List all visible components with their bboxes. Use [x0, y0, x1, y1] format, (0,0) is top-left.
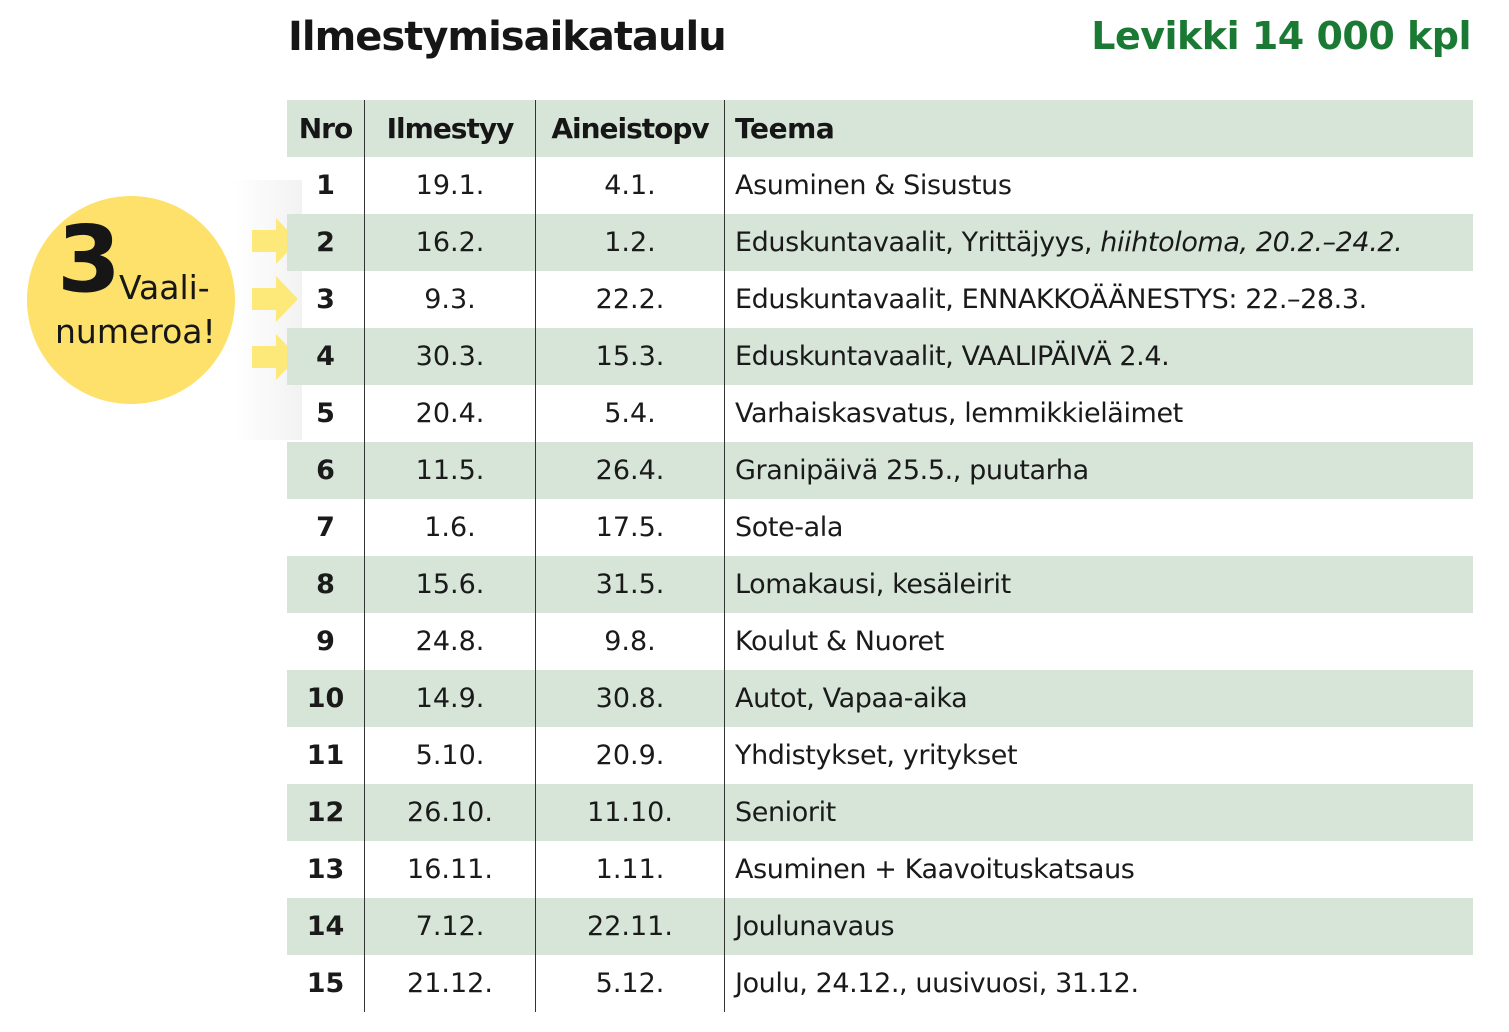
cell-ilmestyy: 21.12.: [365, 955, 536, 1012]
cell-teema-italic: hiihtoloma, 20.2.–24.2.: [1100, 227, 1403, 258]
cell-aineistopv: 30.8.: [536, 670, 725, 727]
cell-ilmestyy: 5.10.: [365, 727, 536, 784]
table-row: [287, 841, 1473, 898]
cell-aineistopv: 20.9.: [536, 727, 725, 784]
table-row: [287, 271, 1473, 328]
cell-nro: 7: [316, 512, 335, 543]
cell-nro: 14: [287, 898, 365, 955]
cell-ilmestyy: 30.3.: [365, 328, 536, 385]
badge-text-line1: Vaali-: [119, 268, 210, 307]
table-row: [287, 157, 1473, 214]
cell-nro: 10: [287, 670, 365, 727]
cell-teema: Asuminen + Kaavoituskatsaus: [725, 841, 1474, 898]
column-header-aineistopv: Aineistopv: [536, 100, 725, 157]
cell-ilmestyy: 16.2.: [365, 214, 536, 271]
cell-teema: Yhdistykset, yritykset: [725, 727, 1474, 784]
cell-teema: Koulut & Nuoret: [725, 613, 1474, 670]
election-issues-badge: [27, 196, 235, 404]
table-row: [287, 328, 1473, 385]
cell-ilmestyy: 14.9.: [365, 670, 536, 727]
cell-ilmestyy: 15.6.: [365, 556, 536, 613]
table-row: [287, 784, 1473, 841]
cell-ilmestyy: 11.5.: [365, 442, 536, 499]
cell-ilmestyy: 20.4.: [365, 385, 536, 442]
cell-nro: 13: [306, 854, 345, 885]
cell-nro: 12: [287, 784, 365, 841]
cell-teema: Lomakausi, kesäleirit: [725, 556, 1474, 613]
schedule-table: [287, 100, 1473, 1012]
column-header-teema: Teema: [725, 100, 1474, 157]
cell-ilmestyy: 24.8.: [365, 613, 536, 670]
cell-aineistopv: 5.4.: [536, 385, 725, 442]
cell-ilmestyy: 7.12.: [365, 898, 536, 955]
cell-teema: Autot, Vapaa-aika: [725, 670, 1474, 727]
cell-teema-text: Eduskuntavaalit, Yrittäjyys,: [735, 227, 1101, 258]
column-header-nro: Nro: [287, 100, 365, 157]
circulation-label: Levikki 14 000 kpl: [1091, 14, 1471, 58]
cell-aineistopv: 5.12.: [536, 955, 725, 1012]
cell-nro: 6: [287, 442, 365, 499]
cell-ilmestyy: 1.6.: [365, 499, 536, 556]
table-header-row: [287, 100, 1473, 157]
cell-nro: 4: [287, 328, 365, 385]
cell-aineistopv: 31.5.: [536, 556, 725, 613]
cell-ilmestyy: 26.10.: [365, 784, 536, 841]
cell-aineistopv: 15.3.: [536, 328, 725, 385]
cell-aineistopv: 1.2.: [536, 214, 725, 271]
cell-nro: 11: [306, 740, 345, 771]
cell-aineistopv: 22.2.: [536, 271, 725, 328]
cell-aineistopv: 1.11.: [536, 841, 725, 898]
cell-teema: Varhaiskasvatus, lemmikkieläimet: [725, 385, 1474, 442]
cell-teema: Granipäivä 25.5., puutarha: [725, 442, 1474, 499]
cell-aineistopv: 17.5.: [536, 499, 725, 556]
cell-aineistopv: 9.8.: [536, 613, 725, 670]
cell-nro: 3: [316, 284, 335, 315]
table-row: [287, 385, 1473, 442]
page-title: Ilmestymisaikataulu: [288, 14, 726, 60]
table-row: [287, 556, 1473, 613]
cell-aineistopv: 11.10.: [536, 784, 725, 841]
cell-aineistopv: 26.4.: [536, 442, 725, 499]
badge-number: 3: [57, 206, 122, 313]
table-row: [287, 727, 1473, 784]
table-row: [287, 898, 1473, 955]
cell-nro: 15: [306, 968, 345, 999]
cell-teema: Joulunavaus: [725, 898, 1474, 955]
cell-nro: 2: [287, 214, 365, 271]
cell-teema: Seniorit: [725, 784, 1474, 841]
cell-aineistopv: 4.1.: [536, 157, 725, 214]
table-row: [287, 670, 1473, 727]
cell-nro: 9: [316, 626, 335, 657]
cell-nro: 8: [287, 556, 365, 613]
table-row: [287, 955, 1473, 1012]
badge-text-line2: numeroa!: [55, 312, 216, 351]
cell-teema: Asuminen & Sisustus: [725, 157, 1474, 214]
cell-teema: Eduskuntavaalit, VAALIPÄIVÄ 2.4.: [725, 328, 1474, 385]
table-row: [287, 442, 1473, 499]
table-row: [287, 613, 1473, 670]
cell-teema: Eduskuntavaalit, ENNAKKOÄÄNESTYS: 22.–28.3.: [725, 271, 1474, 328]
cell-nro: 1: [316, 170, 335, 201]
cell-teema: Joulu, 24.12., uusivuosi, 31.12.: [725, 955, 1474, 1012]
cell-ilmestyy: 16.11.: [365, 841, 536, 898]
cell-nro: 5: [316, 398, 335, 429]
cell-teema: Sote-ala: [725, 499, 1474, 556]
cell-aineistopv: 22.11.: [536, 898, 725, 955]
cell-ilmestyy: 19.1.: [365, 157, 536, 214]
cell-ilmestyy: 9.3.: [365, 271, 536, 328]
table-row: [287, 499, 1473, 556]
cell-teema: [725, 214, 1474, 271]
table-row: [287, 214, 1473, 271]
column-header-ilmestyy: Ilmestyy: [365, 100, 536, 157]
